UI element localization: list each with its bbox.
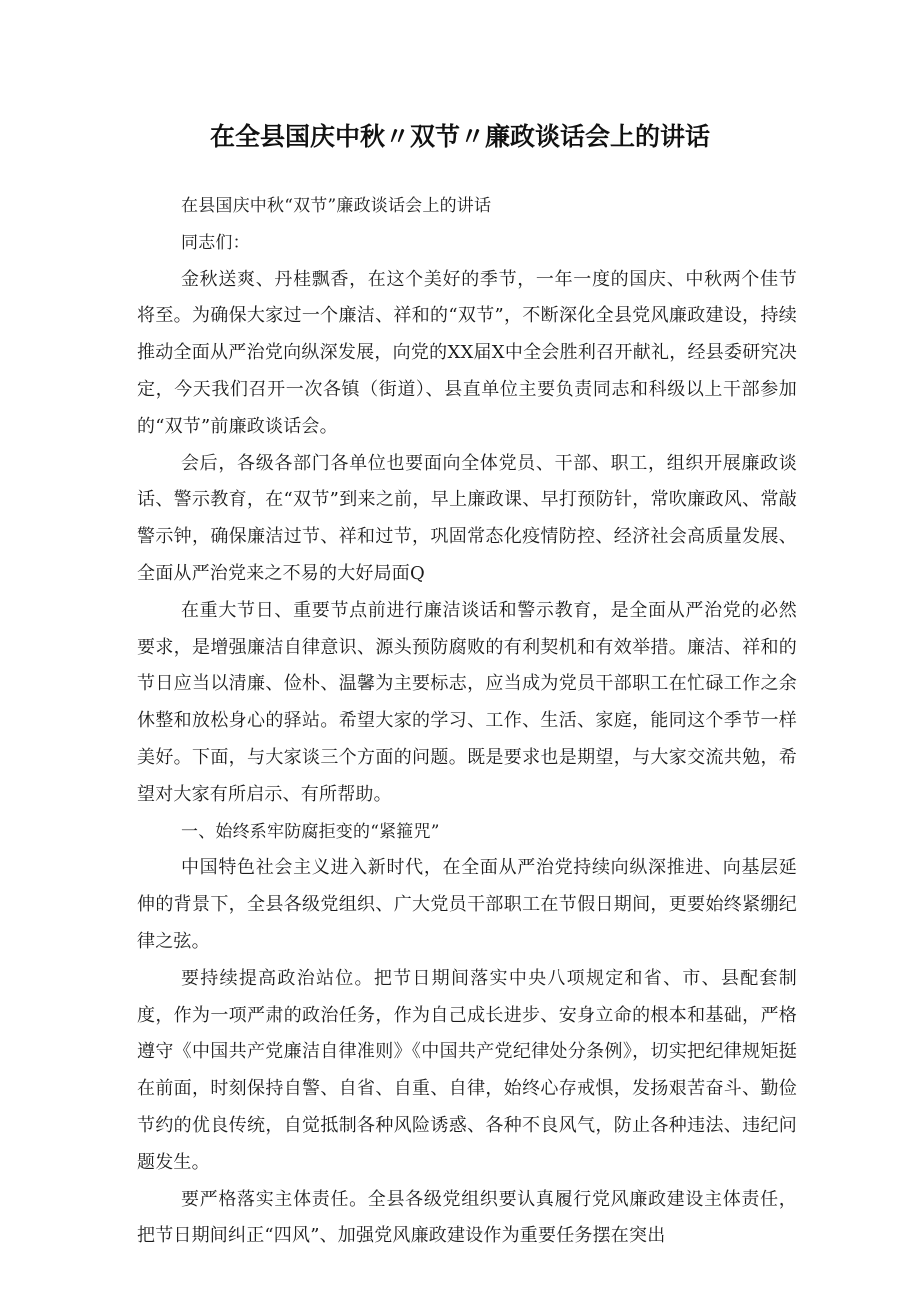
- document-subtitle: 在县国庆中秋“双节”廉政谈话会上的讲话: [181, 196, 492, 216]
- section-heading: 一、始终系牢防腐拒变的“紧箍咒”: [181, 821, 440, 842]
- document-title: 在全县国庆中秋〃双节〃廉政谈话会上的讲话: [209, 122, 710, 151]
- document-body: [137, 188, 797, 1255]
- paragraph: 要持续提高政治站位。把节日期间落实中央八项规定和省、市、县配套制度，作为一项严肃的政治任务，作为自己成长进步、安身立命的根本和基础，严格遵守《中国共产党廉洁自律准则》《中国共产党纪律处分条例》，切实把纪律规矩挺在前面，时刻保持自警、自省、自重、自律，始终心存戒惧，发扬艰苦奋斗、勤俭节约的优良传统，自觉抵制各种风险诱惑、各种不良风气，防止各种违法、违纪问题发生。: [137, 967, 797, 1173]
- paragraph: 会后，各级各部门各单位也要面向全体党员、干部、职工，组织开展廉政谈话、警示教育，在“双节”到来之前，早上廉政课、早打预防针，常吹廉政风、常敲警示钟，确保廉洁过节、祥和过节，巩固常态化疫情防控、经济社会高质量发展、全面从严治党来之不易的大好局面Q: [137, 452, 797, 584]
- salutation: 同志们：: [181, 232, 250, 253]
- paragraph: 在重大节日、重要节点前进行廉洁谈话和警示教育，是全面从严治党的必然要求，是增强廉洁自律意识、源头预防腐败的有利契机和有效举措。廉洁、祥和的节日应当以清廉、俭朴、温馨为主要标志，应当成为党员干部职工在忙碌工作之余休整和放松身心的驿站。希望大家的学习、工作、生活、家庭，能同这个季节一样美好。下面，与大家谈三个方面的问题。既是要求也是期望，与大家交流共勉，希望对大家有所启示、有所帮助。: [137, 599, 797, 805]
- paragraph: 金秋送爽、丹桂飘香，在这个美好的季节，一年一度的国庆、中秋两个佳节将至。为确保大家过一个廉洁、祥和的“双节”，不断深化全县党风廉政建设，持续推动全面从严治党向纵深发展，向党的XX届X中全会胜利召开献礼，经县委研究决定，今天我们召开一次各镇（街道）、县直单位主要负责同志和科级以上干部参加的“双节”前廉政谈话会。: [137, 268, 797, 437]
- paragraph: 中国特色社会主义进入新时代，在全面从严治党持续向纵深推进、向基层延伸的背景下，全县各级党组织、广大党员干部职工在节假日期间，更要始终紧绷纪律之弦。: [137, 857, 797, 952]
- paragraph: 要严格落实主体责任。全县各级党组织要认真履行党风廉政建设主体责任，把节日期间纠正“四风”、加强党风廉政建设作为重要任务摆在突出: [137, 1188, 797, 1247]
